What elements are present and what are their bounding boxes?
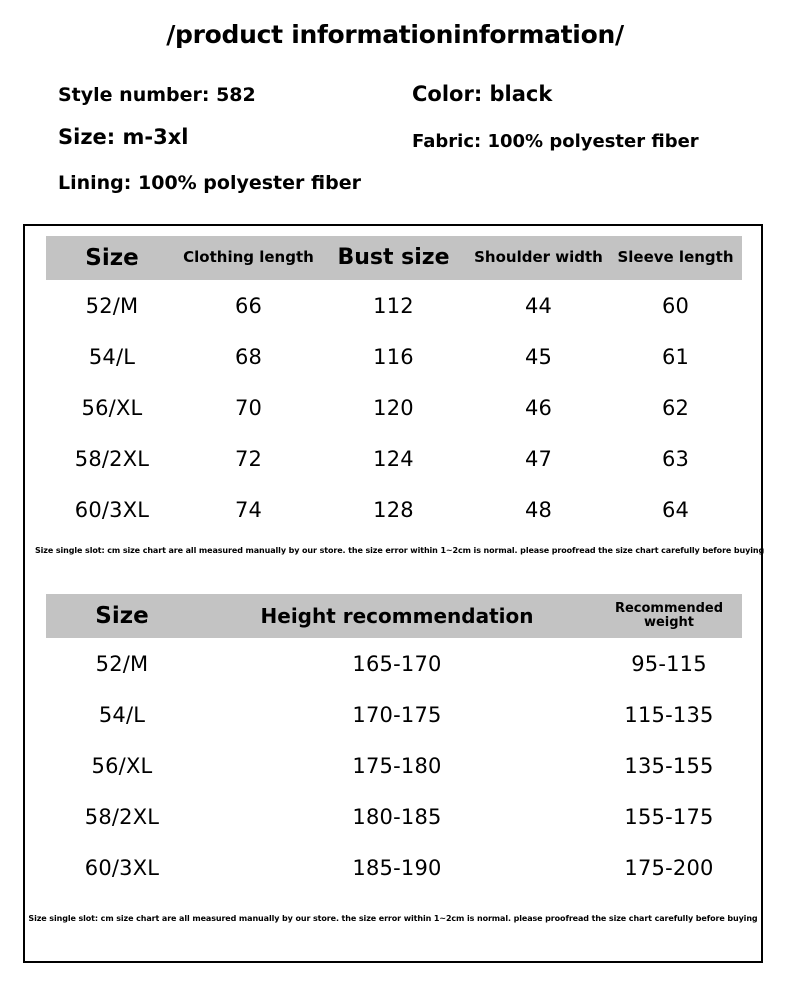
- table-row: [46, 280, 742, 331]
- column-header-recommended-weight: [596, 594, 742, 638]
- table-row: [46, 791, 742, 842]
- cell-sleeve-length: 61: [661, 344, 690, 369]
- recommended-weight-line-1: Recommended: [614, 601, 724, 617]
- column-header-height-recommendation: Height recommendation: [260, 603, 534, 628]
- product-info-block: [0, 84, 790, 204]
- cell-clothing-length: 72: [234, 446, 263, 471]
- cell-weight: 175-200: [624, 855, 714, 880]
- column-header-size: Size: [85, 244, 139, 271]
- cell-size: 54/L: [98, 702, 146, 727]
- cell-size: 58/2XL: [74, 446, 150, 471]
- cell-clothing-length: 66: [234, 293, 263, 318]
- cell-shoulder-width: 46: [524, 395, 553, 420]
- cell-clothing-length: 68: [234, 344, 263, 369]
- recommended-weight-line-2: weight: [643, 615, 695, 630]
- cell-shoulder-width: 47: [524, 446, 553, 471]
- cell-sleeve-length: 64: [661, 497, 690, 522]
- column-header-size: Size: [95, 602, 149, 629]
- cell-weight: 95-115: [631, 651, 707, 676]
- column-header-sleeve-length: Sleeve length: [617, 248, 734, 267]
- cell-height: 180-185: [352, 804, 442, 829]
- cell-shoulder-width: 48: [524, 497, 553, 522]
- cell-sleeve-length: 63: [661, 446, 690, 471]
- cell-bust-size: 124: [373, 446, 414, 471]
- cell-bust-size: 112: [373, 293, 414, 318]
- cell-bust-size: 128: [373, 497, 414, 522]
- column-header-clothing-length: Clothing length: [183, 248, 314, 267]
- product-lining: Lining: 100% polyester fiber: [58, 172, 361, 194]
- size-chart-frame: [23, 224, 763, 963]
- table-row: [46, 638, 742, 689]
- product-style-number: Style number: 582: [58, 84, 256, 106]
- table-row: [46, 331, 742, 382]
- size-table-footnote: Size single slot: cm size chart are all measured manually by our store. the size error within 1~2cm is normal. please proofread the size chart carefully before buying: [35, 546, 765, 555]
- column-header-bust-size: Bust size: [337, 245, 450, 271]
- cell-weight: 155-175: [624, 804, 714, 829]
- table-row: [46, 433, 742, 484]
- cell-weight: 135-155: [624, 753, 714, 778]
- table-row: [46, 842, 742, 893]
- table-row: [46, 689, 742, 740]
- height-weight-recommendation-table: [46, 594, 742, 893]
- table-row: [46, 484, 742, 535]
- product-fabric: Fabric: 100% polyester fiber: [412, 131, 699, 152]
- product-size-range: Size: m-3xl: [58, 125, 189, 149]
- cell-size: 52/M: [85, 293, 139, 318]
- cell-size: 56/XL: [91, 753, 153, 778]
- cell-height: 170-175: [352, 702, 442, 727]
- cell-size: 58/2XL: [84, 804, 160, 829]
- cell-weight: 115-135: [624, 702, 714, 727]
- cell-sleeve-length: 62: [661, 395, 690, 420]
- cell-height: 185-190: [352, 855, 442, 880]
- cell-size: 52/M: [95, 651, 149, 676]
- cell-height: 175-180: [352, 753, 442, 778]
- table-row: [46, 740, 742, 791]
- cell-shoulder-width: 44: [524, 293, 553, 318]
- page-title: /product informationinformation/: [166, 20, 624, 49]
- cell-bust-size: 116: [373, 344, 414, 369]
- cell-clothing-length: 74: [234, 497, 263, 522]
- product-color: Color: black: [412, 82, 553, 106]
- cell-size: 60/3XL: [84, 855, 160, 880]
- cell-sleeve-length: 60: [661, 293, 690, 318]
- column-header-shoulder-width: Shoulder width: [474, 248, 603, 267]
- size-table-header-row: [46, 236, 742, 280]
- table-row: [46, 382, 742, 433]
- size-measurement-table: [46, 236, 742, 535]
- cell-shoulder-width: 45: [524, 344, 553, 369]
- cell-size: 54/L: [88, 344, 136, 369]
- recommendation-table-header-row: [46, 594, 742, 638]
- cell-bust-size: 120: [373, 395, 414, 420]
- cell-clothing-length: 70: [234, 395, 263, 420]
- cell-height: 165-170: [352, 651, 442, 676]
- cell-size: 56/XL: [81, 395, 143, 420]
- recommendation-table-footnote: Size single slot: cm size chart are all measured manually by our store. the size error within 1~2cm is normal. please proofread the size chart carefully before buying: [28, 914, 758, 923]
- cell-size: 60/3XL: [74, 497, 150, 522]
